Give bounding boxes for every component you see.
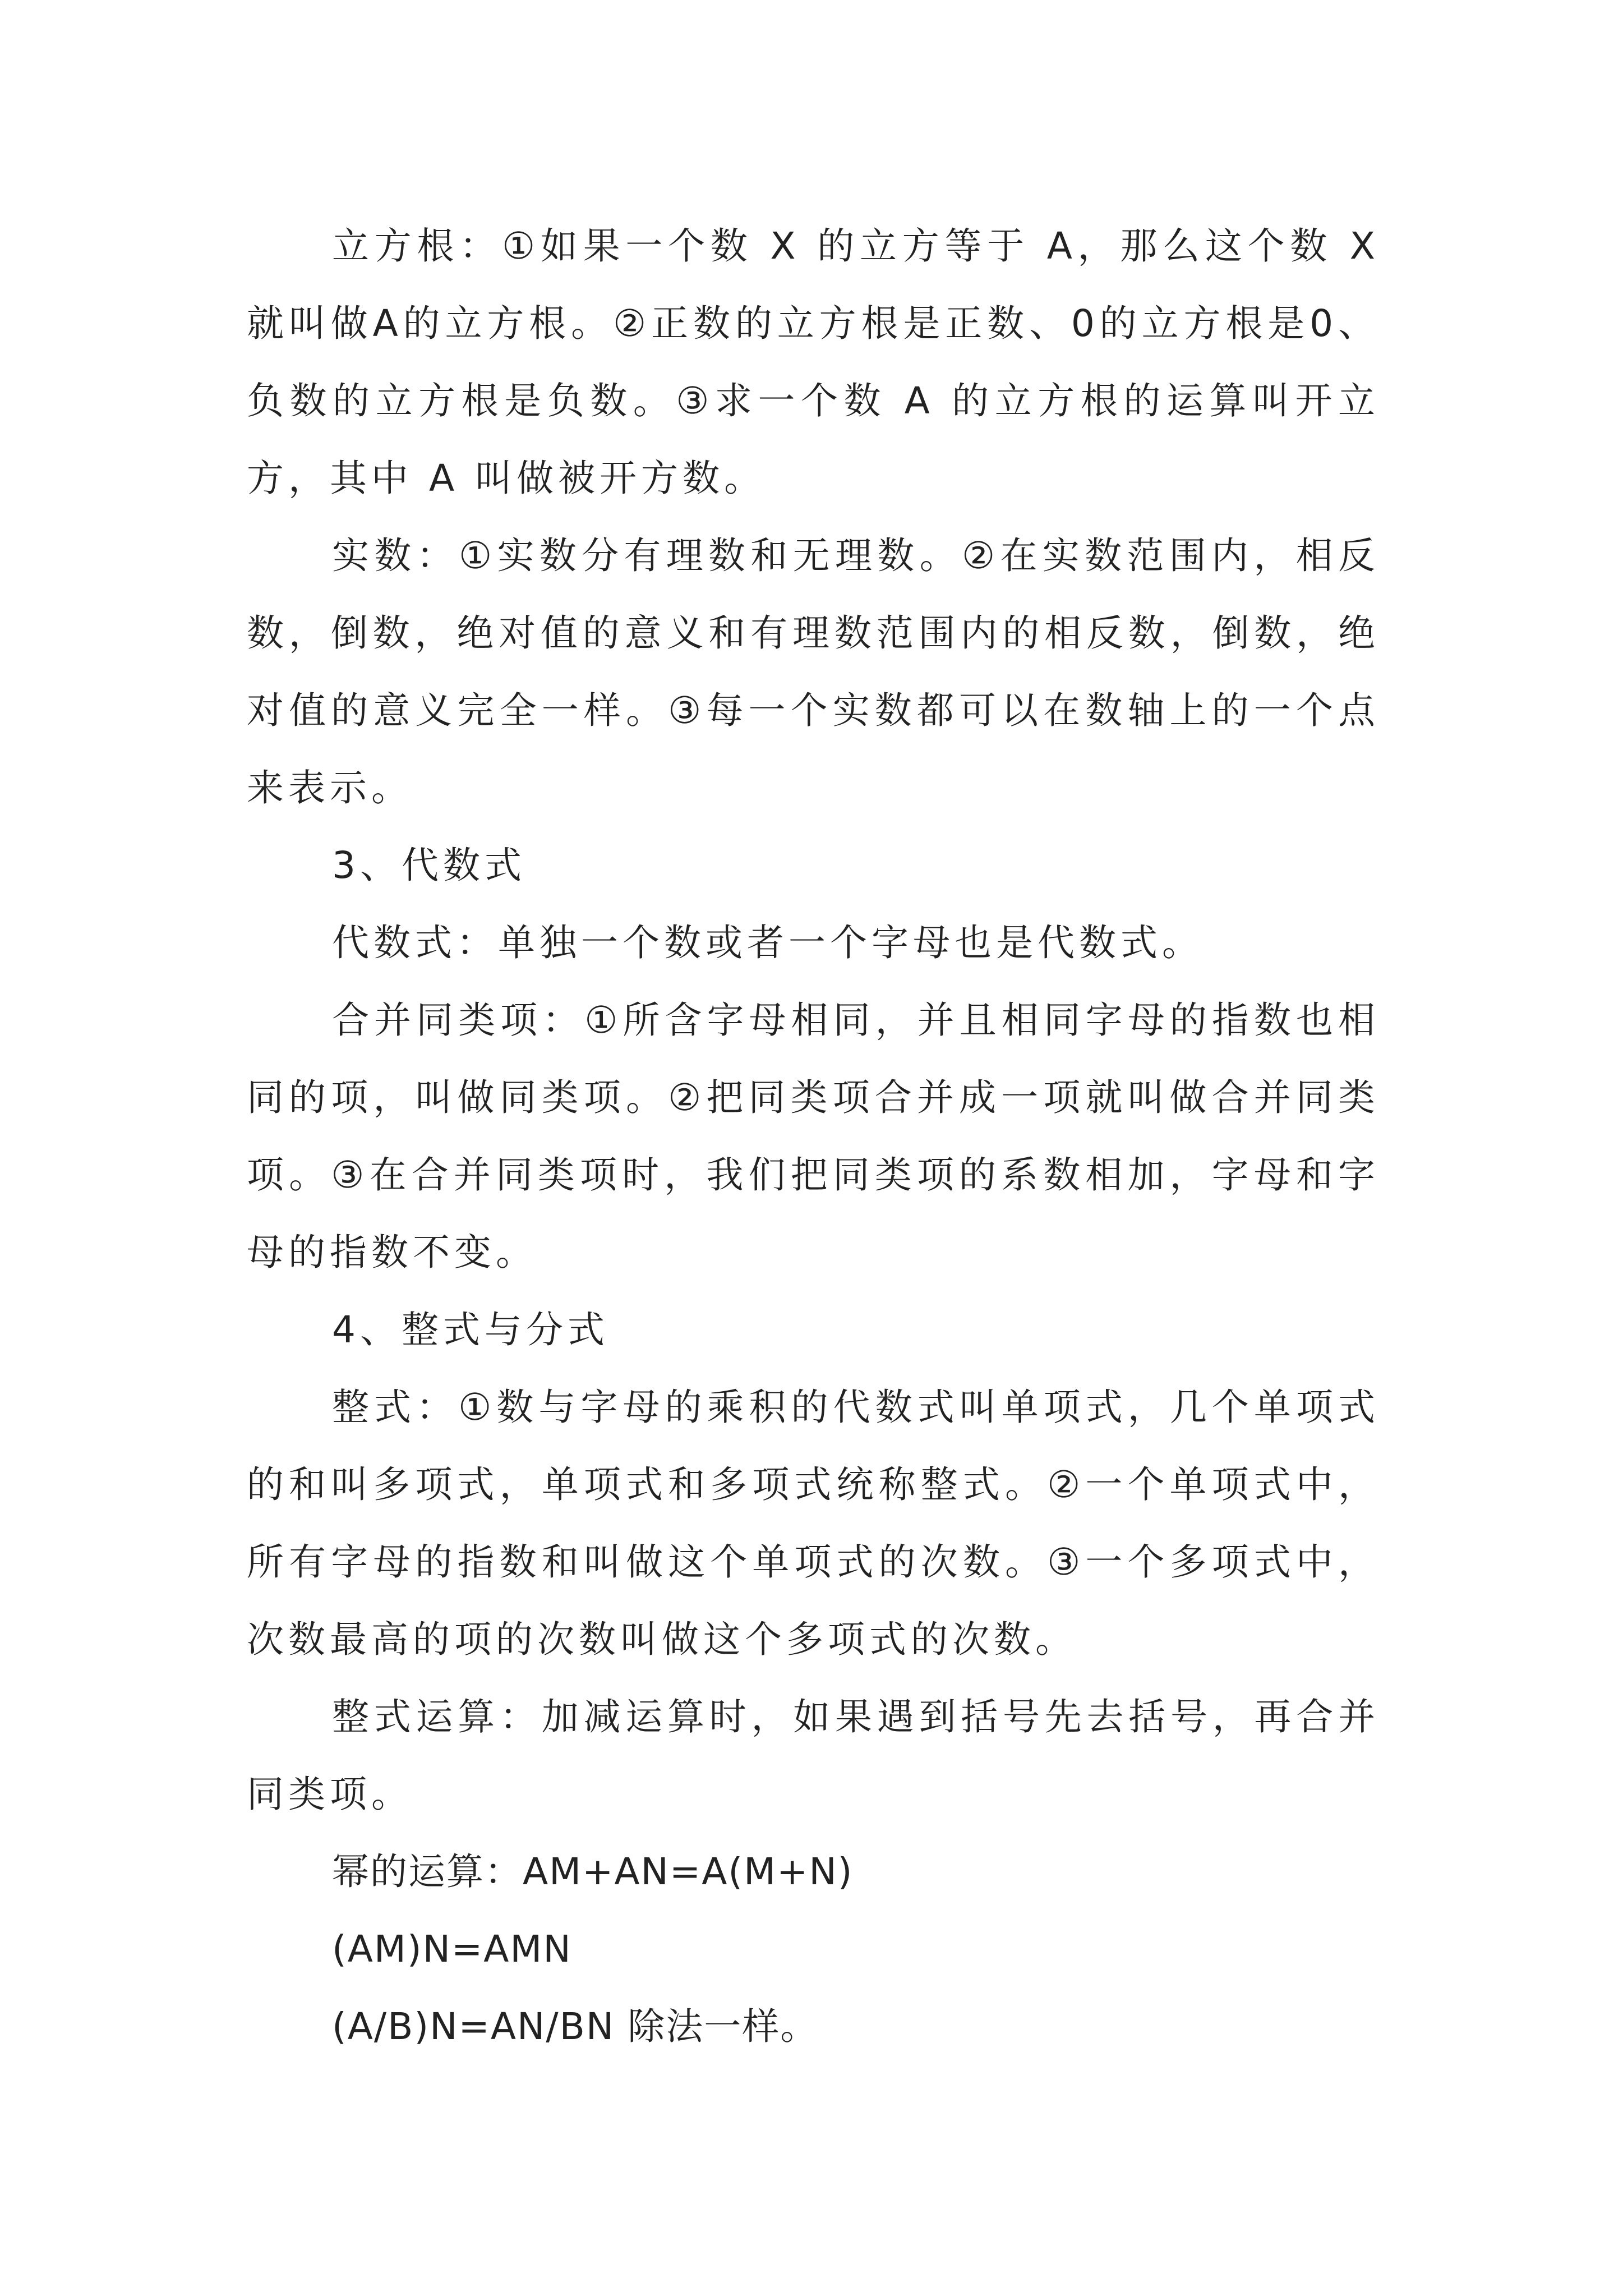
- formula-power-of-quotient: (A/B)N=AN/BN 除法一样。: [332, 2005, 819, 2048]
- formula-power-of-power: (AM)N=AMN: [332, 1927, 572, 1971]
- paragraph-like-terms: 合并同类项：①所含字母相同，并且相同字母的指数也相同的项，叫做同类项。②把同类项合并成一项就叫做合并同类项。③在合并同类项时，我们把同类项的系数相加，字母和字母的指数不变。: [247, 999, 1380, 1274]
- paragraph-polynomial-operations: 整式运算：加减运算时，如果遇到括号先去括号，再合并同类项。: [247, 1695, 1380, 1816]
- document-body: [247, 208, 1380, 2065]
- paragraph-cube-root: 立方根：①如果一个数 X 的立方等于 A，那么这个数 X 就叫做A的立方根。②正数的立方根是正数、0的立方根是0、负数的立方根是负数。③求一个数 A 的立方根的运算叫开立方，其中 A 叫做被开方数。: [247, 224, 1380, 500]
- paragraph-real-numbers: 实数：①实数分有理数和无理数。②在实数范围内，相反数，倒数，绝对值的意义和有理数范围内的相反数，倒数，绝对值的意义完全一样。③每一个实数都可以在数轴上的一个点来表示。: [247, 534, 1380, 809]
- section-heading-algebraic-expressions: 3、代数式: [332, 844, 526, 887]
- paragraph-algebraic-expression: 代数式：单独一个数或者一个字母也是代数式。: [332, 921, 1204, 964]
- section-heading-polynomials-fractions: 4、整式与分式: [332, 1308, 609, 1351]
- paragraph-power-operations: 幂的运算：AM+AN=A(M+N): [332, 1850, 854, 1893]
- paragraph-polynomial: 整式：①数与字母的乘积的代数式叫单项式，几个单项式的和叫多项式，单项式和多项式统称整式。②一个单项式中，所有字母的指数和叫做这个单项式的次数。③一个多项式中，次数最高的项的次数叫做这个多项式的次数。: [247, 1386, 1380, 1661]
